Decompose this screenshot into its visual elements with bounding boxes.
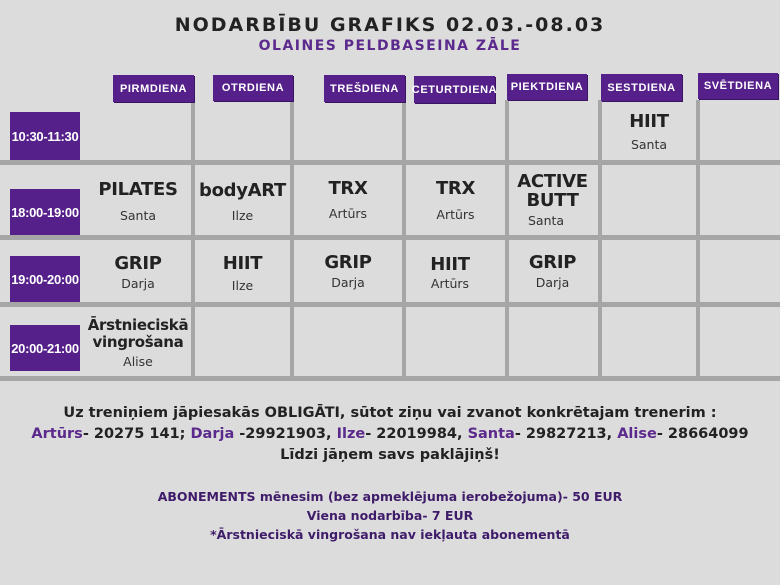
class-name-line1: Ārstnieciskā bbox=[87, 316, 189, 334]
class-cell bbox=[505, 253, 600, 290]
class-name: GRIP bbox=[324, 252, 372, 273]
day-header-wednesday: TREŠDIENA bbox=[324, 75, 405, 102]
class-name: GRIP bbox=[114, 253, 162, 274]
contact-name: Alise bbox=[617, 426, 657, 442]
class-cell bbox=[294, 179, 402, 221]
day-header-tuesday: OTRDIENA bbox=[213, 75, 293, 101]
day-header-thursday: CETURTDIENA bbox=[414, 76, 495, 103]
signup-notice: Uz treniņiem jāpiesakās OBLIGĀTI, sūtot ziņu vai zvanot konkrētajam trenerim : bbox=[63, 405, 717, 421]
contact-name: Artūrs bbox=[31, 426, 83, 442]
trainer-name: Alise bbox=[123, 354, 153, 369]
class-cell bbox=[406, 179, 505, 222]
class-cell bbox=[85, 254, 191, 291]
class-cell bbox=[398, 255, 502, 291]
day-header-monday: PIRMDIENA bbox=[113, 75, 194, 102]
trainer-name: Darja bbox=[535, 275, 570, 290]
day-header-friday: PIEKTDIENA bbox=[507, 74, 587, 100]
contact-phone: -29921903, bbox=[234, 426, 337, 442]
grid-divider bbox=[0, 376, 780, 381]
grid-divider bbox=[505, 100, 509, 381]
class-cell bbox=[195, 181, 290, 223]
grid-divider bbox=[696, 100, 700, 381]
grid-divider bbox=[191, 100, 195, 381]
pricing-subscription: ABONEMENTS mēnesim (bez apmeklējuma ierobežojuma)- 50 EUR bbox=[157, 489, 623, 504]
page-title: NODARBĪBU GRAFIKS 02.03.-08.03 bbox=[174, 14, 606, 36]
trainer-name: Artūrs bbox=[328, 206, 368, 221]
class-name: HIIT bbox=[430, 254, 470, 275]
trainer-name: Santa bbox=[119, 208, 157, 223]
class-name: TRX bbox=[328, 178, 368, 199]
contact-phone: - 28664099 bbox=[656, 426, 749, 442]
trainer-name: Santa bbox=[630, 137, 668, 152]
pricing-note: *Ārstnieciskā vingrošana nav iekļauta abonementā bbox=[210, 527, 570, 542]
class-name: HIIT bbox=[629, 111, 669, 132]
time-slot-2: 18:00-19:00 bbox=[10, 189, 80, 235]
grid-divider bbox=[402, 100, 406, 381]
time-slot-4: 20:00-21:00 bbox=[10, 325, 80, 371]
day-header-saturday: SESTDIENA bbox=[601, 74, 682, 101]
trainer-name: Santa bbox=[528, 213, 565, 228]
class-name: HIIT bbox=[222, 253, 263, 274]
contact-name: Ilze bbox=[336, 426, 366, 442]
trainer-name: Ilze bbox=[231, 278, 254, 293]
class-cell bbox=[85, 317, 191, 369]
time-slot-1: 10:30-11:30 bbox=[10, 112, 80, 160]
class-name: PILATES bbox=[98, 179, 178, 200]
day-header-sunday: SVĒTDIENA bbox=[698, 73, 778, 99]
page-subtitle: OLAINES PELDBASEINA ZĀLE bbox=[258, 38, 522, 54]
grid-divider bbox=[0, 235, 780, 240]
class-name-line1: ACTIVE bbox=[517, 171, 588, 192]
trainer-name: Artūrs bbox=[436, 207, 475, 222]
trainer-name: Ilze bbox=[231, 208, 254, 223]
trainer-name: Darja bbox=[121, 276, 155, 291]
grid-divider bbox=[290, 100, 294, 381]
trainer-name: Darja bbox=[331, 275, 365, 290]
contact-name: Santa bbox=[467, 426, 515, 442]
grid-divider bbox=[0, 160, 780, 165]
class-cell bbox=[294, 253, 402, 290]
trainer-contacts bbox=[0, 426, 780, 442]
class-cell bbox=[505, 172, 600, 228]
class-cell bbox=[602, 112, 696, 152]
contact-phone: - 29827213, bbox=[514, 426, 618, 442]
contact-name: Darja bbox=[190, 426, 235, 442]
pricing-single: Viena nodarbība- 7 EUR bbox=[306, 508, 474, 523]
contact-phone: - 22019984, bbox=[365, 426, 468, 442]
mat-notice: Līdzi jāņem savs paklājiņš! bbox=[280, 447, 500, 463]
class-name: bodyART bbox=[198, 180, 287, 201]
grid-divider bbox=[0, 302, 780, 307]
class-cell bbox=[195, 254, 290, 293]
time-slot-3: 19:00-20:00 bbox=[10, 256, 80, 302]
class-name-line2: vingrošana bbox=[92, 333, 184, 351]
class-name: GRIP bbox=[528, 252, 577, 273]
class-name: TRX bbox=[435, 178, 476, 199]
contact-phone: - 20275 141; bbox=[82, 426, 191, 442]
class-name-line2: BUTT bbox=[526, 190, 579, 211]
trainer-name: Artūrs bbox=[430, 276, 470, 291]
class-cell bbox=[85, 180, 191, 223]
